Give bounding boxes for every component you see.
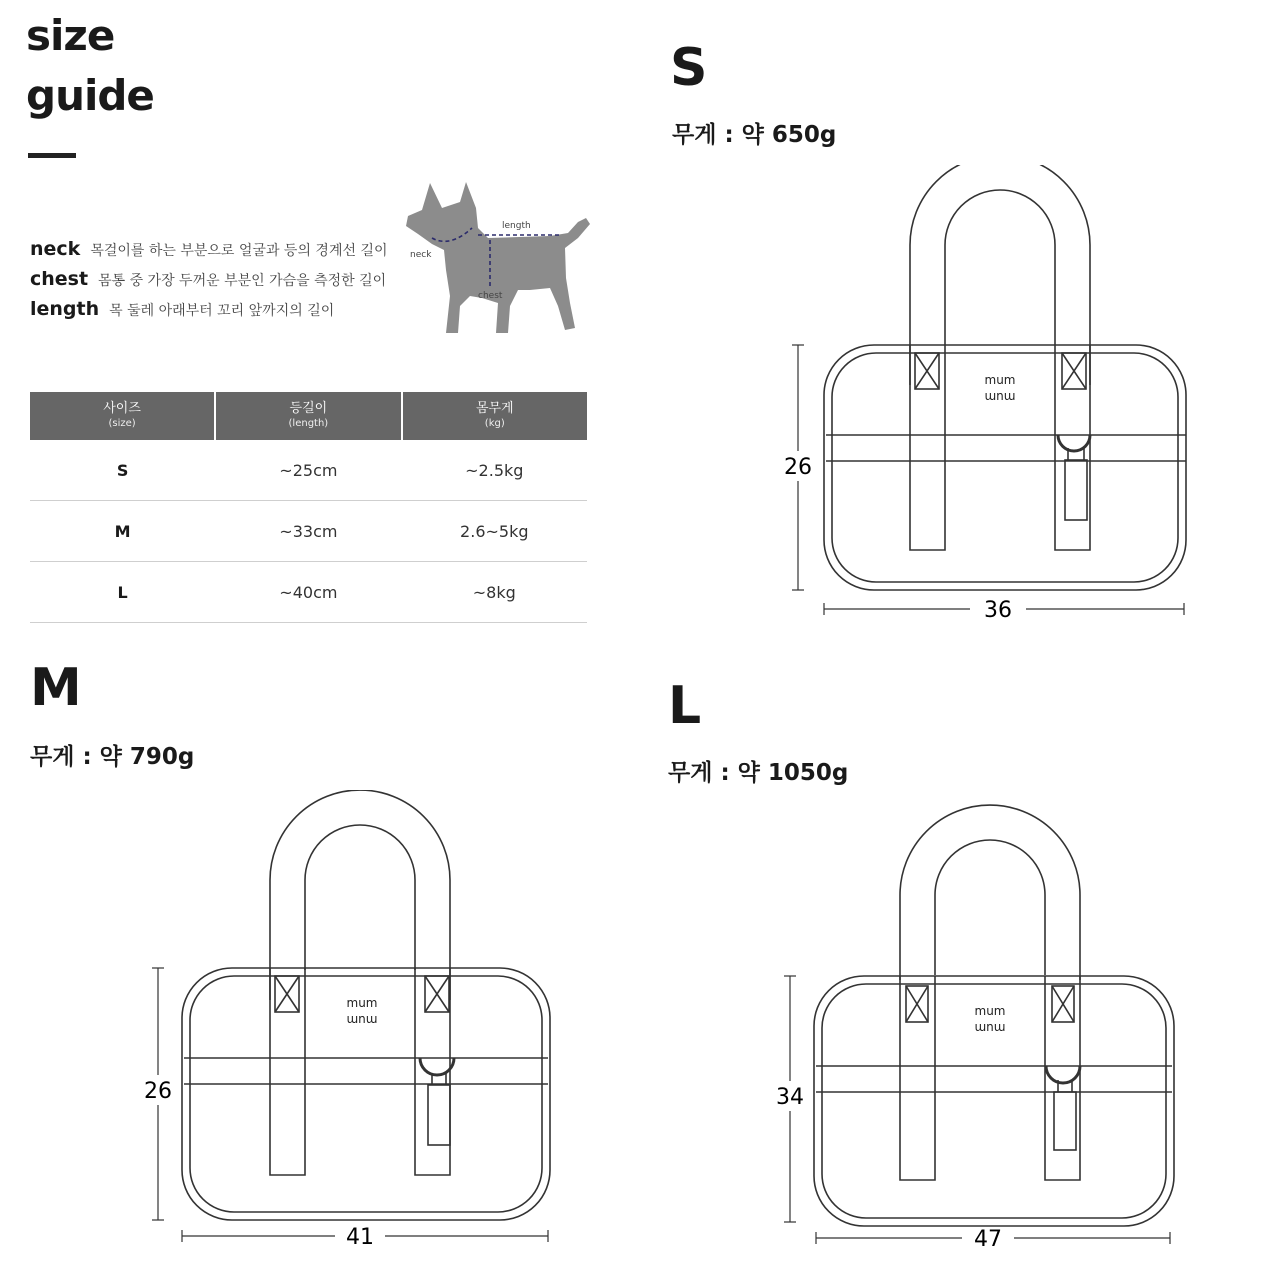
dog-label-length: length xyxy=(502,221,531,231)
header-weight: 몸무게 (kg) xyxy=(402,392,587,440)
measure-neck xyxy=(30,238,388,266)
title-underline xyxy=(28,153,76,158)
measure-chest-desc: 몸통 중 가장 두꺼운 부분인 가슴을 측정한 길이 xyxy=(98,273,387,289)
dog-measure-diagram xyxy=(400,178,600,343)
dog-label-chest: chest xyxy=(478,291,503,301)
bag-m-width: 41 xyxy=(346,1225,374,1250)
bag-l-width: 47 xyxy=(974,1227,1002,1252)
bag-l-logo-top: mum xyxy=(974,1004,1006,1018)
cell-weight: ~8kg xyxy=(402,562,587,623)
bag-s-height: 26 xyxy=(784,455,812,480)
measure-length-term: length xyxy=(30,298,100,320)
header-size: 사이즈 (size) xyxy=(30,392,215,440)
cell-size: S xyxy=(30,440,215,501)
guide-title-line1: size xyxy=(26,11,115,60)
measure-length-desc: 목 둘레 아래부터 꼬리 앞까지의 길이 xyxy=(109,303,335,319)
cell-weight: 2.6~5kg xyxy=(402,501,587,562)
size-s-label: S xyxy=(670,38,708,98)
size-table xyxy=(30,392,587,623)
guide-title-line2: guide xyxy=(26,71,154,120)
cell-weight: ~2.5kg xyxy=(402,440,587,501)
bag-l-height: 34 xyxy=(776,1085,804,1110)
measure-chest-term: chest xyxy=(30,268,89,290)
bag-s-width: 36 xyxy=(984,598,1012,623)
measure-neck-term: neck xyxy=(30,238,81,260)
header-length: 등길이 (length) xyxy=(215,392,401,440)
bag-s-drawing xyxy=(780,165,1200,630)
table-row xyxy=(30,562,587,623)
table-row xyxy=(30,440,587,501)
measure-length xyxy=(30,298,334,326)
cell-length: ~33cm xyxy=(215,501,401,562)
size-l-label: L xyxy=(668,676,702,736)
bag-m-logo-top: mum xyxy=(346,996,378,1010)
cell-size: L xyxy=(30,562,215,623)
measure-neck-desc: 목걸이를 하는 부분으로 얼굴과 등의 경계선 길이 xyxy=(90,243,388,259)
dog-silhouette xyxy=(406,182,590,333)
bag-l-logo-bottom: mum xyxy=(974,1021,1006,1035)
table-row xyxy=(30,501,587,562)
size-table-header xyxy=(30,392,587,440)
bag-m-logo-bottom: mum xyxy=(346,1013,378,1027)
size-m-weight: 무게 : 약 790g xyxy=(30,744,195,770)
size-m-label: M xyxy=(30,658,82,718)
size-l-weight: 무게 : 약 1050g xyxy=(668,760,849,786)
measure-chest xyxy=(30,268,386,296)
bag-l-drawing xyxy=(770,800,1190,1255)
dog-label-neck: neck xyxy=(410,250,432,260)
bag-s-logo-top: mum xyxy=(984,373,1016,387)
bag-s-logo-bottom: mum xyxy=(984,390,1016,404)
bag-m-height: 26 xyxy=(144,1079,172,1104)
size-s-weight: 무게 : 약 650g xyxy=(672,122,837,148)
bag-m-drawing xyxy=(140,790,560,1250)
cell-length: ~25cm xyxy=(215,440,401,501)
cell-size: M xyxy=(30,501,215,562)
cell-length: ~40cm xyxy=(215,562,401,623)
